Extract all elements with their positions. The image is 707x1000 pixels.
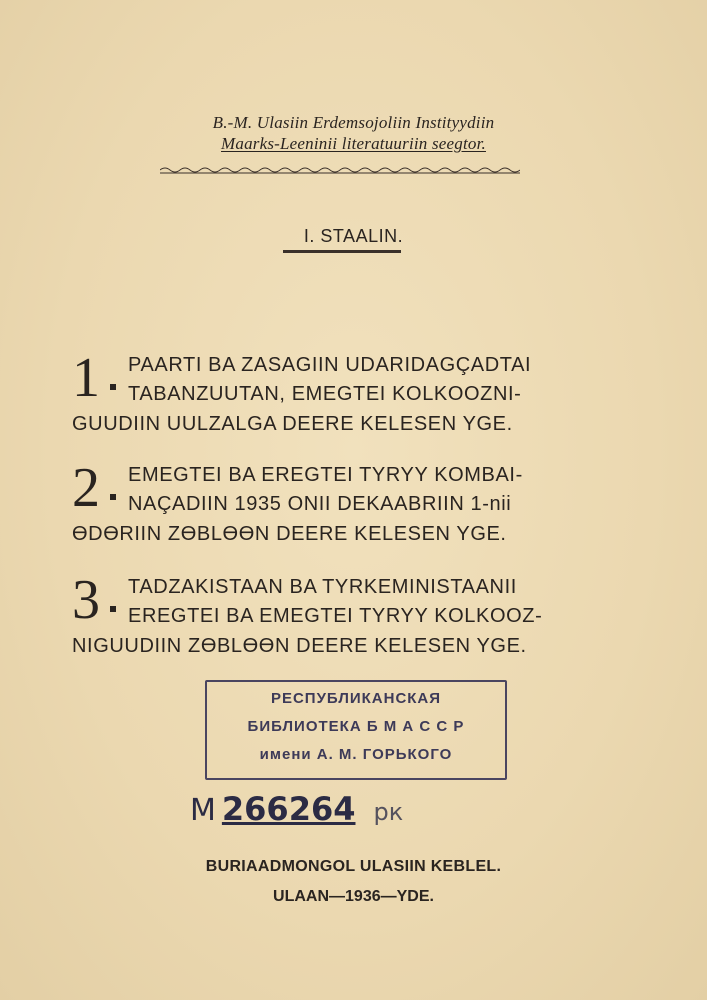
item-line: GUUDIIN UULZALGA DEERE KELESEN YGE. xyxy=(72,413,513,435)
author-name: I. STAALIN. xyxy=(303,226,404,246)
item-number: 2 xyxy=(72,457,101,519)
inventory-number xyxy=(190,790,403,828)
header-line-1: B.-M. Ulasiin Erdemsojoliin Instityydiin xyxy=(212,113,495,132)
item-line: NIGUUDIIN ZƟBLƟƟN DEERE KELESEN YGE. xyxy=(72,635,527,657)
item-line: TADZAKISTAAN BA TYRKEMINISTAANII xyxy=(128,576,517,598)
author-underline xyxy=(283,250,401,253)
institute-header xyxy=(0,112,707,154)
stamp-line: имени А. М. ГОРЬКОГО xyxy=(259,746,453,763)
item-line: ƟDƟRIIN ZƟBLƟƟN DEERE KELESEN YGE. xyxy=(72,523,507,545)
item-bullet xyxy=(110,606,116,612)
inventory-code: 266264 xyxy=(221,790,356,828)
item-line: PAARTI BA ZASAGIIN UDARIDAGÇADTAI xyxy=(128,354,532,376)
stamp-line: РЕСПУБЛИКАНСКАЯ xyxy=(270,690,442,707)
item-number: 1 xyxy=(72,347,101,409)
item-bullet xyxy=(110,494,116,500)
library-stamp xyxy=(205,680,507,780)
inventory-prefix: М xyxy=(190,793,216,828)
item-line: NAÇADIIN 1935 ONII DEKAABRIIN 1-nii xyxy=(128,493,512,515)
publisher: BURIAADMONGOL ULASIIN KEBLEL. xyxy=(205,858,502,875)
city-year: ULAAN—1936—YDE. xyxy=(273,888,434,905)
item-line: EMEGTEI BA EREGTEI TYRYY KOMBAI- xyxy=(128,464,523,486)
item-bullet xyxy=(110,384,116,390)
inventory-note: рк xyxy=(373,798,404,826)
item-line: EREGTEI BA EMEGTEI TYRYY KOLKOOZ- xyxy=(128,605,543,627)
item-line: TABANZUUTAN, EMEGTEI KOLKOOZNI- xyxy=(128,383,522,405)
stamp-line: БИБЛИОТЕКА Б М А С С Р xyxy=(247,718,465,735)
wavy-divider xyxy=(160,166,520,174)
header-line-2: Maarks-Leeninii literatuuriin seegtor. xyxy=(221,134,486,153)
item-number: 3 xyxy=(72,569,101,631)
